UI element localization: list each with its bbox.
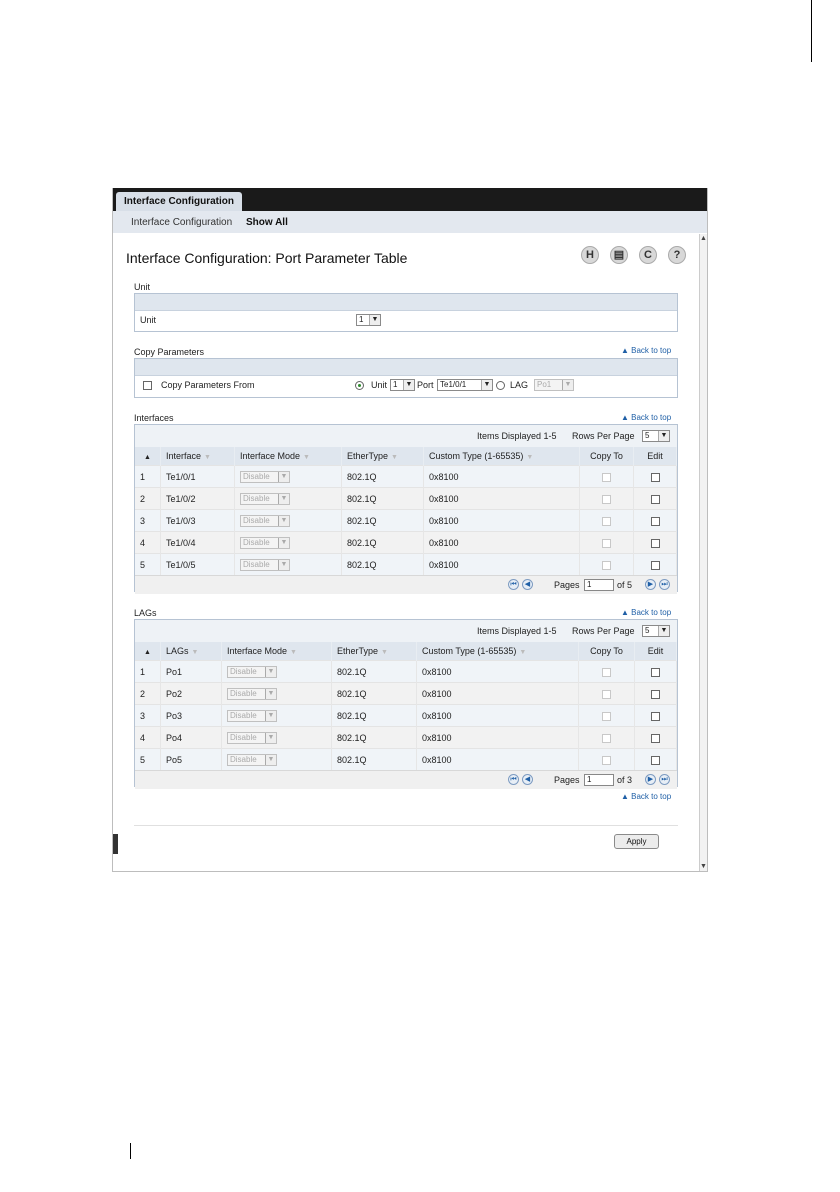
mode-cell [235,532,342,554]
col-header[interactable] [424,447,580,466]
copy-lag-select[interactable] [534,379,574,391]
row-name: Po1 [161,661,222,683]
lags-section-label: LAGs [134,608,157,618]
print-icon[interactable]: ▤ [610,246,628,264]
mode-cell [222,661,332,683]
scroll-down-icon[interactable]: ▼ [700,863,707,870]
edit-cell [635,749,677,771]
row-number: 2 [135,683,161,705]
table-row [135,661,677,683]
table-row [135,727,677,749]
edit-checkbox[interactable] [651,539,660,548]
back-to-top-link[interactable]: ▲ Back to top [621,792,672,801]
refresh-icon[interactable]: C [639,246,657,264]
ethertype-cell: 802.1Q [332,727,417,749]
edit-checkbox[interactable] [651,690,660,699]
col-header[interactable] [222,642,332,661]
row-name: Te1/0/5 [161,554,235,576]
interface-mode-value: Disable [243,515,270,525]
chevron-down-icon: ▼ [278,494,289,504]
rows-per-page-select[interactable] [642,625,670,637]
ethertype-cell: 802.1Q [332,683,417,705]
custom-type-cell: 0x8100 [424,488,580,510]
back-to-top-link[interactable]: ▲ Back to top [621,608,672,617]
copy-to-checkbox[interactable] [602,690,611,699]
row-name: Te1/0/4 [161,532,235,554]
back-to-top-text: Back to top [631,792,672,801]
row-number: 5 [135,749,161,771]
row-number: 1 [135,661,161,683]
chevron-down-icon: ▼ [265,689,276,699]
custom-type-cell: 0x8100 [417,727,579,749]
copy-to-cell [580,466,634,488]
footer-margin-rule [130,1143,131,1159]
interface-mode-value: Disable [243,493,270,503]
interface-mode-select[interactable] [227,754,277,766]
mode-cell [222,727,332,749]
col-header[interactable] [235,447,342,466]
mode-cell [235,466,342,488]
lags-panel [134,619,678,787]
custom-type-cell: 0x8100 [417,683,579,705]
interfaces-pager [135,575,677,594]
col-header: Edit [635,642,677,661]
custom-type-cell: 0x8100 [417,749,579,771]
copy-to-cell [579,683,635,705]
items-displayed: Items Displayed 1-5 [477,431,557,441]
row-number: 4 [135,532,161,554]
page-title: Interface Configuration: Port Parameter Table [126,250,408,266]
unit-field-label: Unit [140,315,157,325]
chevron-down-icon: ▼ [658,626,669,636]
col-header: Copy To [580,447,634,466]
copy-to-cell [579,705,635,727]
copy-section-label: Copy Parameters [134,347,205,357]
interface-mode-value: Disable [230,754,257,764]
custom-type-cell: 0x8100 [424,466,580,488]
edit-cell [635,683,677,705]
unit-select-value: 1 [359,315,364,324]
copy-port-value: Te1/0/1 [440,380,467,389]
interface-mode-select[interactable] [227,688,277,700]
custom-type-cell: 0x8100 [424,532,580,554]
sort-arrow-icon: ▼ [303,454,310,461]
row-name: Po2 [161,683,222,705]
next-page-icon[interactable]: ▶ [645,774,656,785]
sort-arrow-icon: ▼ [526,454,534,461]
edit-checkbox[interactable] [651,517,660,526]
chevron-down-icon: ▼ [265,667,276,677]
sort-arrow-icon: ▼ [391,454,398,461]
interfaces-controls [135,425,677,447]
unit-section-label: Unit [134,282,151,292]
chevron-down-icon: ▼ [278,516,289,526]
table-row [135,488,677,510]
items-displayed: Items Displayed 1-5 [477,626,557,636]
last-page-icon[interactable]: ⏭ [659,579,670,590]
copy-unit-value: 1 [393,380,398,389]
rows-per-page-value: 5 [645,626,650,635]
copy-parameters-checkbox[interactable] [143,381,152,390]
copy-to-checkbox[interactable] [602,539,611,548]
edit-cell [634,466,677,488]
copy-to-cell [580,510,634,532]
page-count: of 5 [617,580,633,590]
prev-page-icon[interactable]: ◀ [522,774,533,785]
back-to-top-link[interactable]: ▲ Back to top [621,413,672,422]
ethertype-cell: 802.1Q [342,554,424,576]
back-to-top-text: Back to top [631,346,672,355]
last-page-icon[interactable]: ⏭ [659,774,670,785]
interface-mode-value: Disable [243,471,270,481]
mode-cell [222,749,332,771]
first-page-icon[interactable]: ⏮ [508,579,519,590]
subnav-show-all[interactable]: Show All [246,217,288,228]
edit-cell [634,510,677,532]
copy-panel-header [135,359,677,376]
back-to-top-text: Back to top [631,608,672,617]
page-input[interactable]: 1 [584,579,614,591]
rows-per-page-value: 5 [645,431,650,440]
left-edge-handle [113,834,118,854]
custom-type-cell: 0x8100 [424,510,580,532]
copy-to-cell [580,488,634,510]
sub-nav-bar [113,211,708,233]
row-name: Te1/0/3 [161,510,235,532]
edit-checkbox[interactable] [651,668,660,677]
sort-arrow-icon: ▼ [290,649,297,656]
sort-arrow-icon: ▼ [204,454,211,461]
interface-mode-select[interactable] [240,559,290,571]
rows-per-page-select[interactable] [642,430,670,442]
next-page-icon[interactable]: ▶ [645,579,656,590]
edit-checkbox[interactable] [651,561,660,570]
row-name: Po4 [161,727,222,749]
back-to-top-link[interactable]: ▲ Back to top [621,346,672,355]
sort-icon[interactable]: ▲ [135,642,161,661]
edit-checkbox[interactable] [651,712,660,721]
scroll-up-icon[interactable]: ▲ [700,235,707,242]
edit-cell [635,661,677,683]
chevron-down-icon: ▼ [265,755,276,765]
copy-to-checkbox[interactable] [602,561,611,570]
edit-cell [634,532,677,554]
save-icon[interactable]: H [581,246,599,264]
copy-unit-select[interactable] [390,379,415,391]
mode-cell [222,705,332,727]
copy-to-checkbox[interactable] [602,517,611,526]
chevron-down-icon: ▼ [481,380,492,390]
lags-table [135,642,677,770]
ethertype-cell: 802.1Q [342,532,424,554]
copy-panel [134,358,678,398]
copy-lag-value: Po1 [537,380,552,389]
table-row [135,554,677,576]
apply-button[interactable]: Apply [614,834,659,849]
row-number: 3 [135,705,161,727]
pages-label: Pages [554,775,580,785]
row-number: 1 [135,466,161,488]
edit-checkbox[interactable] [651,495,660,504]
mode-cell [235,488,342,510]
table-header-row [135,642,677,661]
copy-to-cell [580,532,634,554]
col-header-text: Interface Mode [227,646,288,656]
row-name: Po5 [161,749,222,771]
lags-controls [135,620,677,642]
interface-mode-value: Disable [243,559,270,569]
ethertype-cell: 802.1Q [332,749,417,771]
interface-mode-select[interactable] [240,537,290,549]
pages-label: Pages [554,580,580,590]
col-header-text: Custom Type (1-65535) [429,451,524,461]
chevron-down-icon: ▼ [403,380,414,390]
rows-per-page-label: Rows Per Page [572,431,635,441]
edit-cell [634,488,677,510]
copy-to-checkbox[interactable] [602,473,611,482]
col-header-text: Interface Mode [240,451,301,461]
custom-type-cell: 0x8100 [417,705,579,727]
edit-checkbox[interactable] [651,473,660,482]
col-header[interactable] [417,642,579,661]
copy-to-cell [579,727,635,749]
col-header: Copy To [579,642,635,661]
chevron-down-icon: ▼ [265,733,276,743]
mode-cell [235,554,342,576]
row-name: Te1/0/2 [161,488,235,510]
lag-radio[interactable] [496,381,505,390]
edit-cell [634,554,677,576]
tab-interface-configuration[interactable]: Interface Configuration [116,192,242,211]
sort-arrow-icon: ▼ [519,649,527,656]
edit-checkbox[interactable] [651,756,660,765]
edit-cell [635,705,677,727]
col-header-text: EtherType [337,646,379,656]
row-number: 2 [135,488,161,510]
top-nav-bar [113,188,708,211]
chevron-down-icon: ▼ [265,711,276,721]
interfaces-panel [134,424,678,592]
col-header-text: LAGs [166,646,189,656]
copy-to-checkbox[interactable] [602,495,611,504]
interface-mode-value: Disable [230,688,257,698]
copy-parameters-label: Copy Parameters From [161,380,255,390]
interface-mode-value: Disable [243,537,270,547]
row-number: 5 [135,554,161,576]
col-header-text: EtherType [347,451,389,461]
interface-mode-select[interactable] [240,471,290,483]
chevron-down-icon: ▼ [562,380,573,390]
interfaces-table [135,447,677,575]
page-margin-rule [811,0,812,62]
col-header[interactable] [332,642,417,661]
unit-port-radio[interactable] [355,381,364,390]
row-number: 4 [135,727,161,749]
interface-mode-select[interactable] [240,515,290,527]
page-input[interactable]: 1 [584,774,614,786]
sort-arrow-icon: ▼ [381,649,388,656]
row-name: Te1/0/1 [161,466,235,488]
ethertype-cell: 802.1Q [342,488,424,510]
ethertype-cell: 802.1Q [332,661,417,683]
unit-select[interactable] [356,314,381,326]
browser-frame [112,188,708,872]
copy-to-checkbox[interactable] [602,734,611,743]
lags-pager [135,770,677,789]
col-header-text: Custom Type (1-65535) [422,646,517,656]
interface-mode-select[interactable] [227,666,277,678]
copy-to-cell [579,749,635,771]
chevron-down-icon: ▼ [658,431,669,441]
table-header-row [135,447,677,466]
rows-per-page-label: Rows Per Page [572,626,635,636]
sort-arrow-icon: ▼ [191,649,199,656]
col-header[interactable] [161,447,235,466]
row-name: Po3 [161,705,222,727]
col-header[interactable] [342,447,424,466]
ethertype-cell: 802.1Q [342,466,424,488]
chevron-down-icon: ▼ [278,560,289,570]
unit-panel [134,293,678,332]
mode-cell [222,683,332,705]
chevron-down-icon: ▼ [278,538,289,548]
interface-mode-value: Disable [230,732,257,742]
divider [134,825,678,826]
table-row [135,466,677,488]
custom-type-cell: 0x8100 [417,661,579,683]
help-icon[interactable]: ? [668,246,686,264]
mode-cell [235,510,342,532]
copy-to-checkbox[interactable] [602,712,611,721]
table-row [135,510,677,532]
table-row [135,749,677,771]
edit-checkbox[interactable] [651,734,660,743]
custom-type-cell: 0x8100 [424,554,580,576]
chevron-down-icon: ▼ [278,472,289,482]
page-count: of 3 [617,775,633,785]
copy-to-checkbox[interactable] [602,668,611,677]
copy-lag-label: LAG [510,380,529,390]
interfaces-section-label: Interfaces [134,413,174,423]
copy-to-cell [579,661,635,683]
first-page-icon[interactable]: ⏮ [508,774,519,785]
interface-mode-select[interactable] [227,710,277,722]
table-row [135,705,677,727]
copy-unit-label: Unit [371,380,388,390]
interface-mode-select[interactable] [240,493,290,505]
sort-icon[interactable]: ▲ [135,447,161,466]
chevron-down-icon: ▼ [369,315,380,325]
copy-to-checkbox[interactable] [602,756,611,765]
ethertype-cell: 802.1Q [342,510,424,532]
unit-panel-header [135,294,677,311]
ethertype-cell: 802.1Q [332,705,417,727]
vertical-scrollbar[interactable] [699,234,707,872]
copy-port-label: Port [417,380,434,390]
copy-port-select[interactable] [437,379,493,391]
col-header-text: Interface [166,451,202,461]
col-header: Edit [634,447,677,466]
interface-mode-value: Disable [230,710,257,720]
copy-to-cell [580,554,634,576]
interface-mode-value: Disable [230,666,257,676]
back-to-top-text: Back to top [631,413,672,422]
table-row [135,683,677,705]
interface-mode-select[interactable] [227,732,277,744]
prev-page-icon[interactable]: ◀ [522,579,533,590]
table-row [135,532,677,554]
col-header[interactable] [161,642,222,661]
subnav-interface-configuration[interactable]: Interface Configuration [131,217,233,228]
edit-cell [635,727,677,749]
row-number: 3 [135,510,161,532]
